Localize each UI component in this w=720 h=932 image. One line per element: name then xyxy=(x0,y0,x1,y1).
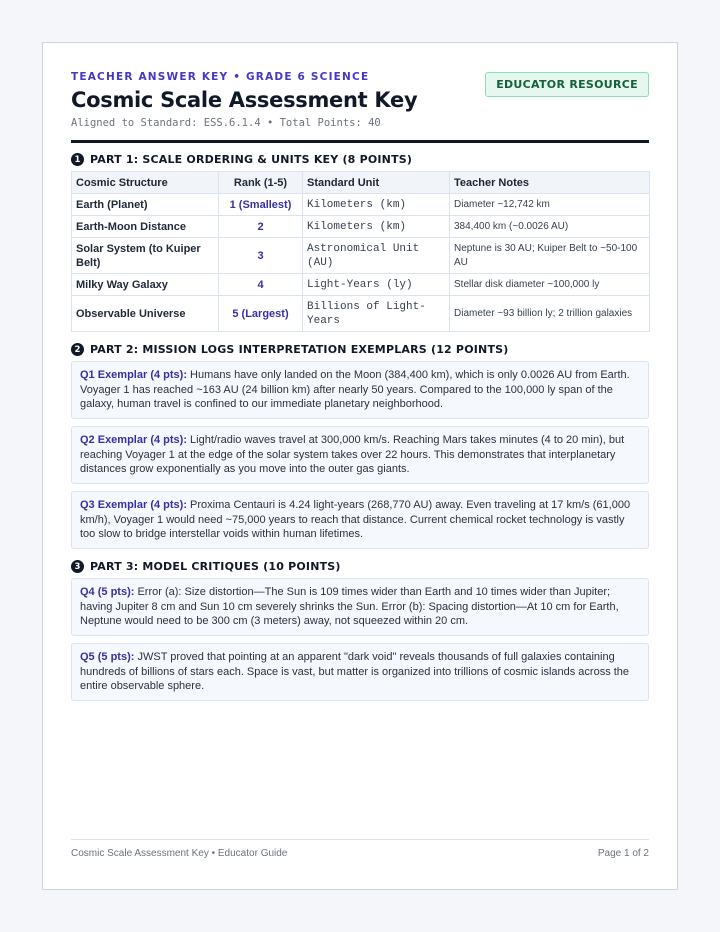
document-header xyxy=(71,71,649,129)
unit-cell: Kilometers (km) xyxy=(303,194,450,216)
table-row xyxy=(72,216,650,238)
note-cell: Neptune is 30 AU; Kuiper Belt to ~50-100 AU xyxy=(450,238,650,274)
note-cell: Diameter ~93 billion ly; 2 trillion galaxies xyxy=(450,296,650,332)
part2-title: PART 2: MISSION LOGS INTERPRETATION EXEMPLARS (12 POINTS) xyxy=(90,343,509,356)
rank-cell: 3 xyxy=(219,238,303,274)
table-row xyxy=(72,194,650,216)
page-subtitle: Aligned to Standard: ESS.6.1.4 • Total Points: 40 xyxy=(71,117,381,129)
q4-label: Q4 (5 pts): xyxy=(80,586,135,598)
q1-text: Humans have only landed on the Moon (384,400 km), which is only 0.0026 AU from Earth. Voyager 1 has reached ~163 AU (24 billion km) after nearly 50 years. Compared to the 100,000 ly span of the galaxy, human travel is confined to our immediate planetary neighborhood. xyxy=(80,369,630,410)
unit-cell: Billions of Light-Years xyxy=(303,296,450,332)
structure-cell: Earth (Planet) xyxy=(72,194,219,216)
q2-text: Light/radio waves travel at 300,000 km/s. Reaching Mars takes minutes (4 to 20 min), but reaching Voyager 1 at the edge of the solar system takes over 22 hours. This demonstrates that interplanetary distances grow exponentially as you move into the outer gas giants. xyxy=(80,434,625,475)
rank-cell: 1 (Smallest) xyxy=(219,194,303,216)
part2-heading xyxy=(71,343,649,356)
q5-label: Q5 (5 pts): xyxy=(80,651,135,663)
column-header: Teacher Notes xyxy=(450,172,650,194)
structure-cell: Earth-Moon Distance xyxy=(72,216,219,238)
table-header-row xyxy=(72,172,650,194)
q4-text: Error (a): Size distortion—The Sun is 109 times wider than Earth and 10 times wider than Jupiter; having Jupiter 8 cm and Sun 10 cm severely shrinks the Sun. Error (b): Spacing distortion—At 10 cm for Earth, Neptune would need to be 300 cm (3 meters) away, not squeezed within 20 cm. xyxy=(80,586,619,627)
part3-title: PART 3: MODEL CRITIQUES (10 POINTS) xyxy=(90,560,341,573)
header-divider xyxy=(71,140,649,143)
table-row xyxy=(72,274,650,296)
column-header: Cosmic Structure xyxy=(72,172,219,194)
unit-cell: Astronomical Unit (AU) xyxy=(303,238,450,274)
scale-ordering-table xyxy=(71,171,650,332)
q2-label: Q2 Exemplar (4 pts): xyxy=(80,434,187,446)
note-cell: 384,400 km (~0.0026 AU) xyxy=(450,216,650,238)
page-title: Cosmic Scale Assessment Key xyxy=(71,88,418,112)
q3-label: Q3 Exemplar (4 pts): xyxy=(80,499,187,511)
rank-cell: 5 (Largest) xyxy=(219,296,303,332)
part1-title: PART 1: SCALE ORDERING & UNITS KEY (8 POINTS) xyxy=(90,153,413,166)
q4-critique-box xyxy=(71,578,649,636)
page-footer xyxy=(71,839,649,859)
unit-cell: Kilometers (km) xyxy=(303,216,450,238)
part3-heading xyxy=(71,560,649,573)
rank-cell: 4 xyxy=(219,274,303,296)
part2-number-icon: 2 xyxy=(71,343,84,356)
eyebrow-label: TEACHER ANSWER KEY • GRADE 6 SCIENCE xyxy=(71,71,370,83)
rank-cell: 2 xyxy=(219,216,303,238)
note-cell: Diameter ~12,742 km xyxy=(450,194,650,216)
column-header: Standard Unit xyxy=(303,172,450,194)
q1-label: Q1 Exemplar (4 pts): xyxy=(80,369,187,381)
part3-number-icon: 3 xyxy=(71,560,84,573)
structure-cell: Milky Way Galaxy xyxy=(72,274,219,296)
page-number: Page 1 of 2 xyxy=(597,848,649,859)
q5-critique-box xyxy=(71,643,649,701)
table-row xyxy=(72,238,650,274)
column-header: Rank (1-5) xyxy=(219,172,303,194)
q5-text: JWST proved that pointing at an apparent "dark void" reveals thousands of full galaxies containing hundreds of billions of stars each. Space is vast, but matter is organized into trillions of cosmic islands across the entire observable sphere. xyxy=(80,651,630,692)
part1-number-icon: 1 xyxy=(71,153,84,166)
unit-cell: Light-Years (ly) xyxy=(303,274,450,296)
q3-text: Proxima Centauri is 4.24 light-years (268,770 AU) away. Even traveling at 17 km/s (61,000 km/h), Voyager 1 would need ~75,000 years to reach that distance. Current chemical rocket technology is vastly too slow to bridge interstellar voids within human lifetimes. xyxy=(80,499,631,540)
structure-cell: Solar System (to Kuiper Belt) xyxy=(72,238,219,274)
table-row xyxy=(72,296,650,332)
educator-resource-badge: EDUCATOR RESOURCE xyxy=(485,72,649,97)
q1-exemplar-box xyxy=(71,361,649,419)
part1-heading xyxy=(71,153,649,166)
structure-cell: Observable Universe xyxy=(72,296,219,332)
note-cell: Stellar disk diameter ~100,000 ly xyxy=(450,274,650,296)
document-page xyxy=(42,42,678,890)
q2-exemplar-box xyxy=(71,426,649,484)
q3-exemplar-box xyxy=(71,491,649,549)
footer-left-text: Cosmic Scale Assessment Key • Educator Guide xyxy=(71,848,288,859)
